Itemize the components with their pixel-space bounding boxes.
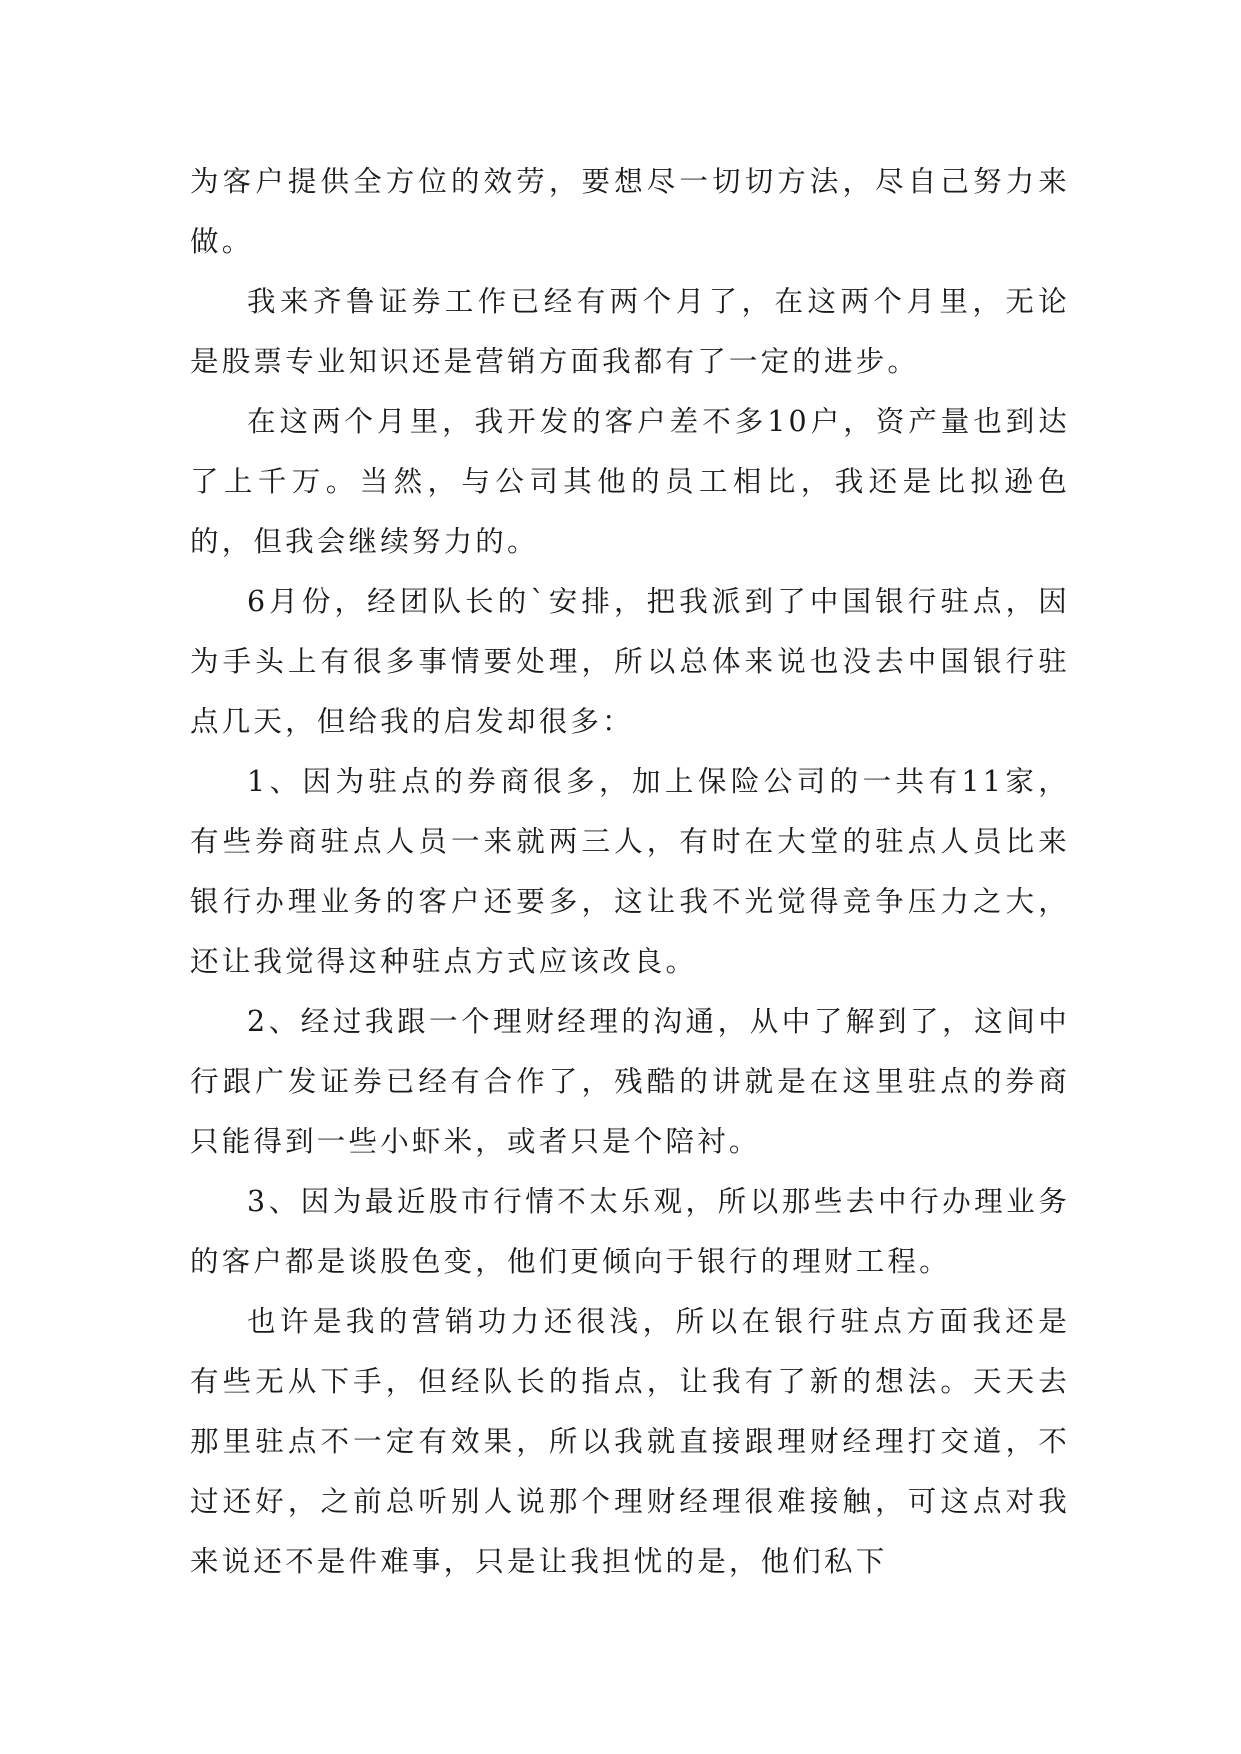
document-body bbox=[190, 152, 1070, 1592]
paragraph-2: 我来齐鲁证券工作已经有两个月了，在这两个月里，无论是股票专业知识还是营销方面我都有了一定的进步。 bbox=[190, 285, 1070, 378]
paragraph-4: 6月份，经团队长的`安排，把我派到了中国银行驻点，因为手头上有很多事情要处理，所以总体来说也没去中国银行驻点几天，但给我的启发却很多： bbox=[190, 585, 1070, 738]
paragraph-1: 为客户提供全方位的效劳，要想尽一切切方法，尽自己努力来做。 bbox=[190, 165, 1070, 258]
paragraph-6: 2、经过我跟一个理财经理的沟通，从中了解到了，这间中行跟广发证券已经有合作了，残酷的讲就是在这里驻点的券商只能得到一些小虾米，或者只是个陪衬。 bbox=[190, 1005, 1070, 1158]
paragraph-5: 1、因为驻点的券商很多，加上保险公司的一共有11家，有些券商驻点人员一来就两三人，有时在大堂的驻点人员比来银行办理业务的客户还要多，这让我不光觉得竞争压力之大，还让我觉得这种驻点方式应该改良。 bbox=[190, 765, 1070, 978]
paragraph-7: 3、因为最近股市行情不太乐观，所以那些去中行办理业务的客户都是谈股色变，他们更倾向于银行的理财工程。 bbox=[190, 1185, 1070, 1278]
paragraph-8: 也许是我的营销功力还很浅，所以在银行驻点方面我还是有些无从下手，但经队长的指点，让我有了新的想法。天天去那里驻点不一定有效果，所以我就直接跟理财经理打交道，不过还好，之前总听别人说那个理财经理很难接触，可这点对我来说还不是件难事，只是让我担忧的是，他们私下 bbox=[190, 1305, 1070, 1578]
paragraph-3: 在这两个月里，我开发的客户差不多10户，资产量也到达了上千万。当然，与公司其他的员工相比，我还是比拟逊色的，但我会继续努力的。 bbox=[190, 405, 1070, 558]
